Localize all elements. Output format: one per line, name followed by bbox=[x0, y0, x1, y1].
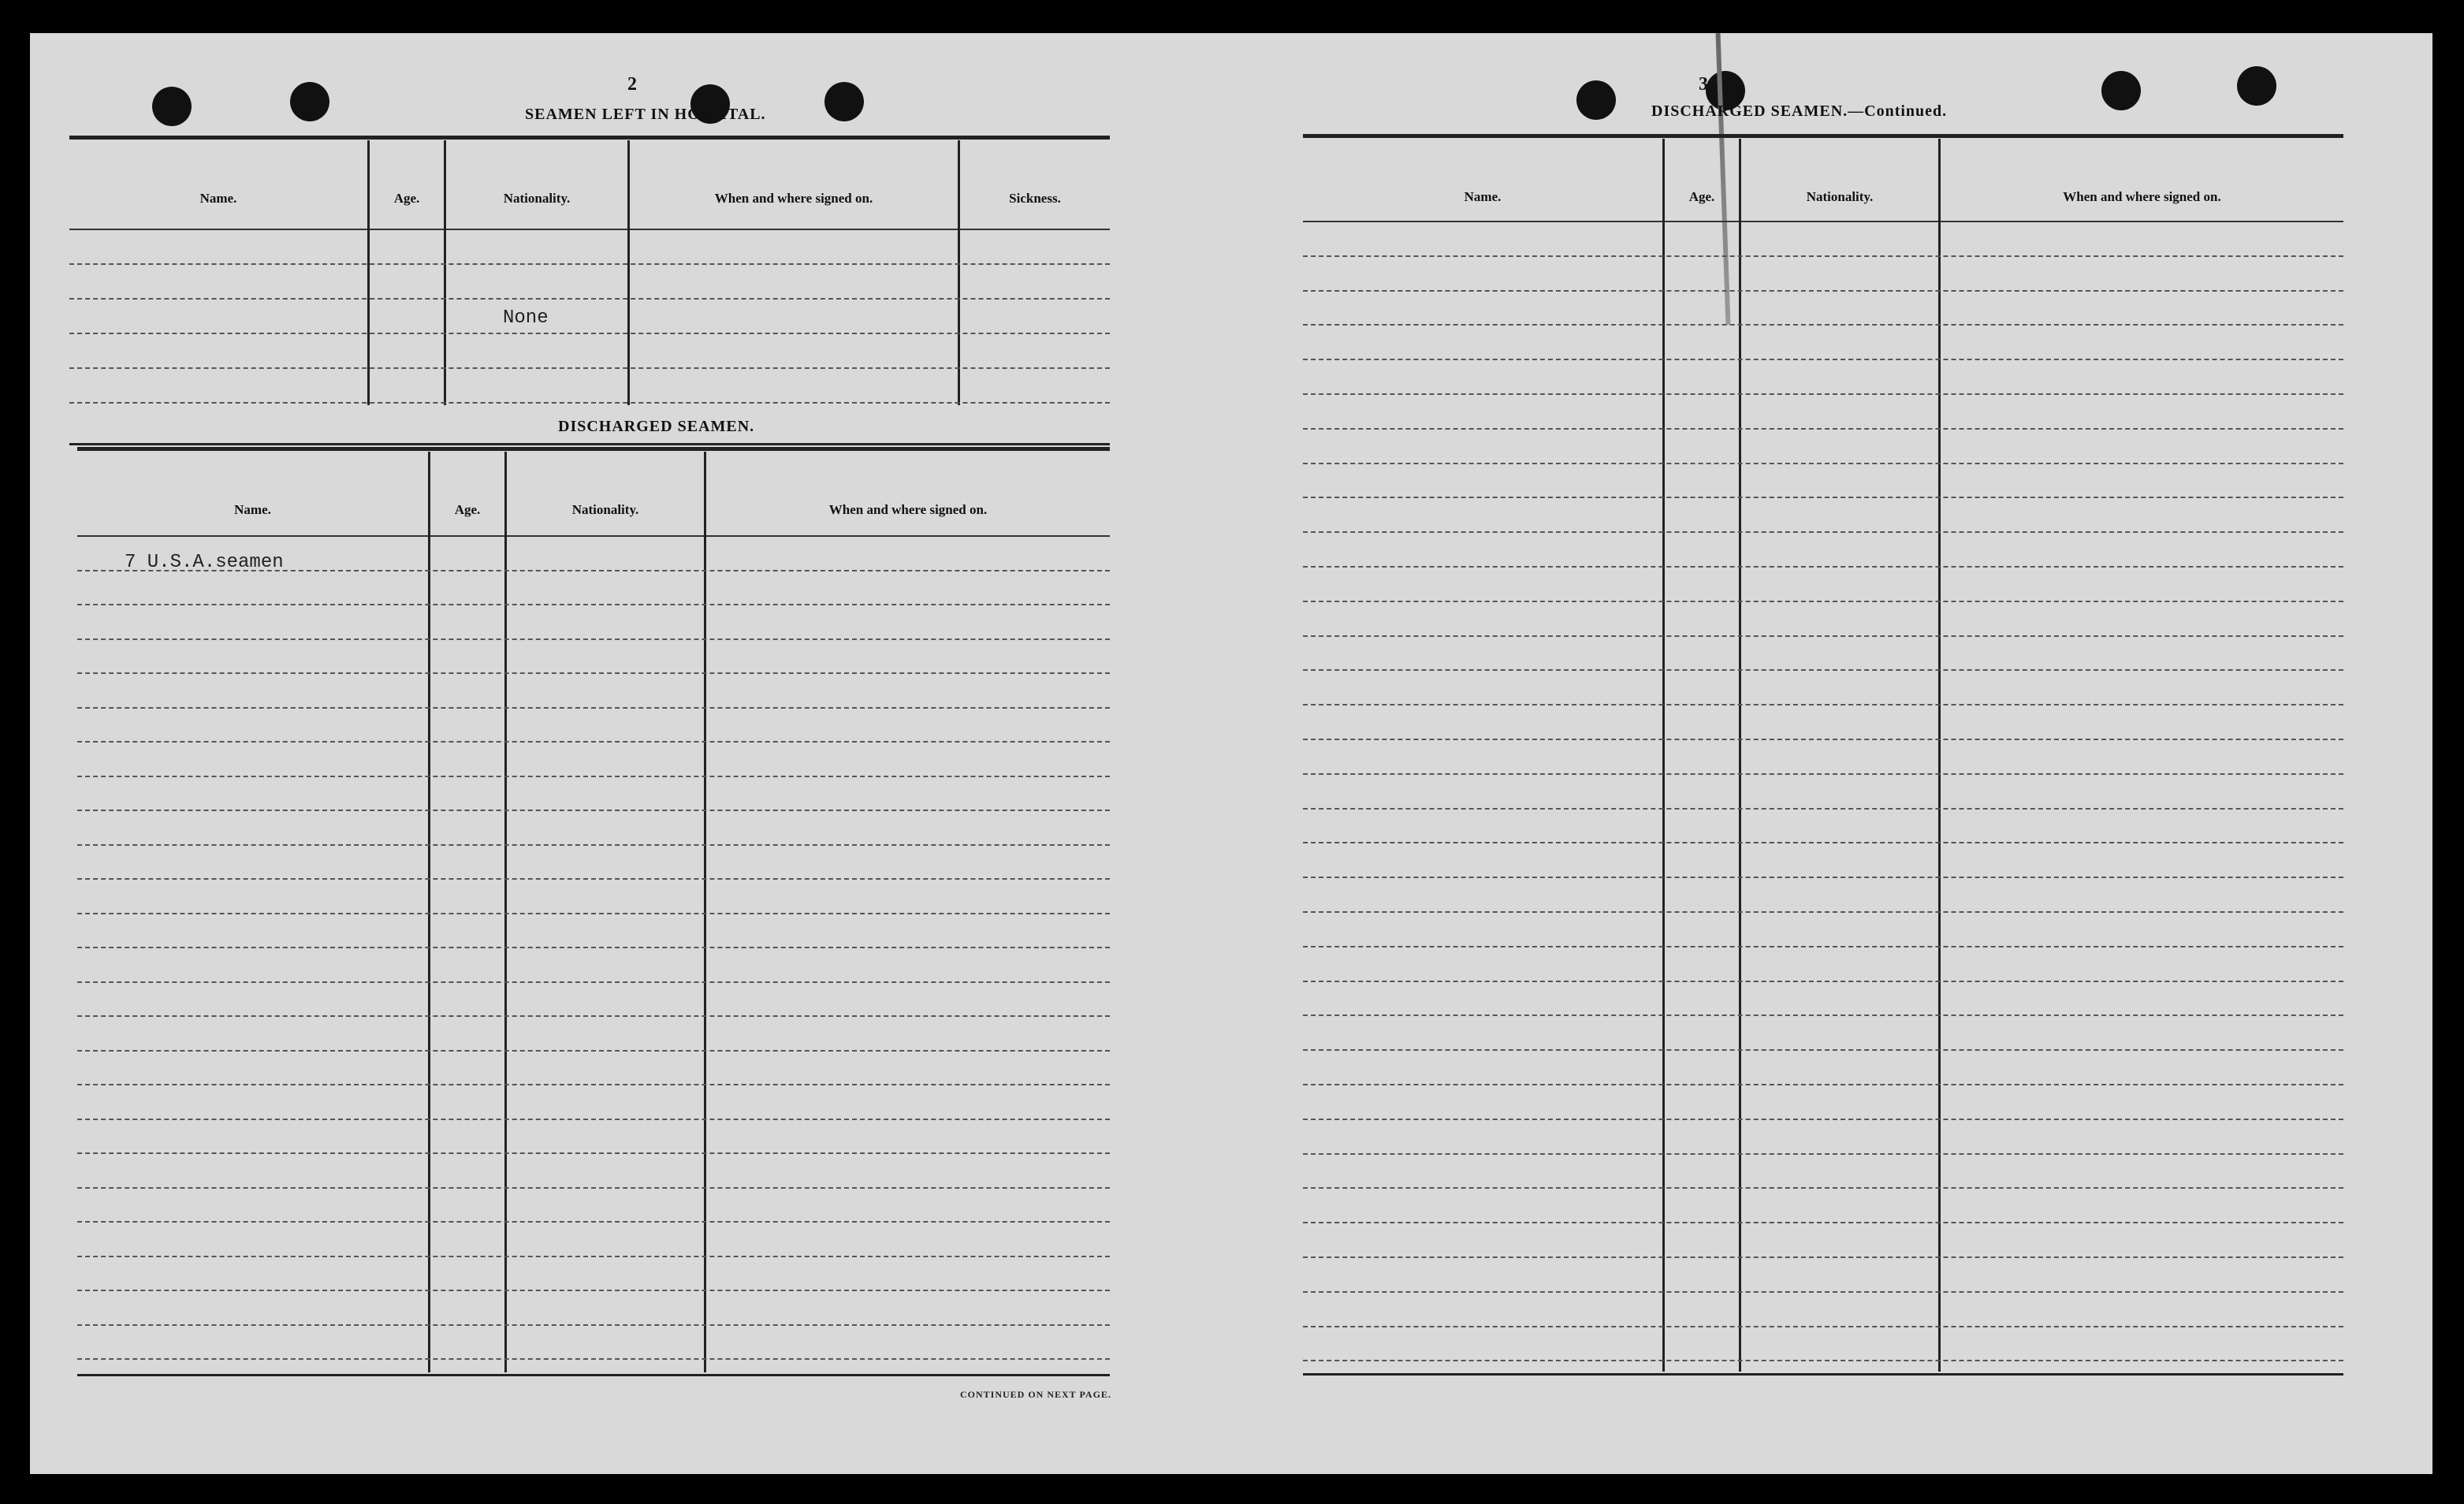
table-row bbox=[1303, 601, 2343, 602]
table-row bbox=[77, 672, 1110, 674]
continued-note: CONTINUED ON NEXT PAGE. bbox=[960, 1389, 1111, 1400]
table-row bbox=[1303, 1360, 2343, 1361]
table-row bbox=[1303, 290, 2343, 292]
table-row bbox=[1303, 359, 2343, 360]
table-row bbox=[77, 1256, 1110, 1257]
col-header-age: Age. bbox=[454, 502, 481, 517]
discharged-section-title: DISCHARGED SEAMEN. bbox=[558, 418, 755, 435]
table-row bbox=[1303, 428, 2343, 430]
table-row bbox=[1303, 1187, 2343, 1189]
table-row bbox=[77, 913, 1110, 914]
table-row bbox=[77, 981, 1110, 983]
table-row bbox=[77, 947, 1110, 948]
table-row bbox=[1303, 808, 2343, 810]
table-row bbox=[1303, 463, 2343, 464]
table-row bbox=[77, 707, 1110, 709]
table-row bbox=[1303, 1049, 2343, 1051]
col-header-nationality: Nationality. bbox=[1806, 189, 1874, 204]
table-row bbox=[1303, 1326, 2343, 1327]
page-number: 2 bbox=[627, 74, 637, 95]
table-row bbox=[77, 1324, 1110, 1326]
col-header-nationality: Nationality. bbox=[503, 191, 571, 206]
col-header-name: Name. bbox=[199, 191, 237, 206]
col-header-sickness: Sickness. bbox=[1009, 191, 1061, 206]
table-row bbox=[1303, 531, 2343, 533]
table-row bbox=[77, 1187, 1110, 1189]
col-header-age: Age. bbox=[393, 191, 420, 206]
table-row bbox=[1303, 773, 2343, 775]
table-row bbox=[69, 263, 1110, 265]
table-row bbox=[1303, 1222, 2343, 1223]
table-row bbox=[1303, 1119, 2343, 1120]
left-page bbox=[109, 33, 1204, 1474]
table-row bbox=[77, 1358, 1110, 1360]
col-header-nationality: Nationality. bbox=[571, 502, 639, 517]
table-row bbox=[1303, 877, 2343, 878]
document-sheet bbox=[30, 33, 2432, 1474]
table-row bbox=[1303, 946, 2343, 947]
table-row bbox=[77, 810, 1110, 811]
hospital-table bbox=[69, 136, 1110, 443]
table-row bbox=[1303, 1014, 2343, 1016]
table-row bbox=[1303, 704, 2343, 705]
table-row bbox=[77, 741, 1110, 743]
table-row bbox=[1303, 635, 2343, 637]
table-row bbox=[77, 1050, 1110, 1052]
table-row bbox=[1303, 911, 2343, 913]
table-row bbox=[77, 1221, 1110, 1223]
table-row bbox=[77, 1015, 1110, 1017]
table-row bbox=[1303, 842, 2343, 843]
table-row bbox=[1303, 739, 2343, 740]
table-row bbox=[1303, 393, 2343, 395]
table-row bbox=[69, 402, 1110, 404]
table-row bbox=[69, 333, 1110, 334]
discharged-entry: 7 U.S.A.seamen bbox=[125, 552, 284, 573]
hospital-entry-none: None bbox=[503, 307, 549, 329]
table-row bbox=[77, 1290, 1110, 1291]
table-row bbox=[69, 298, 1110, 300]
discharged-table-left bbox=[77, 447, 1110, 1377]
table-row bbox=[69, 367, 1110, 369]
discharged-table-right bbox=[1303, 134, 2343, 1373]
col-header-signed-on: When and where signed on. bbox=[2063, 189, 2221, 204]
table-row bbox=[77, 638, 1110, 640]
col-header-age: Age. bbox=[1688, 189, 1715, 204]
table-row bbox=[77, 1119, 1110, 1120]
table-row bbox=[1303, 566, 2343, 568]
col-header-signed-on: When and where signed on. bbox=[828, 502, 988, 517]
table-row bbox=[77, 604, 1110, 605]
table-row bbox=[77, 1084, 1110, 1085]
table-row bbox=[1303, 981, 2343, 982]
col-header-name: Name. bbox=[1464, 189, 1502, 204]
col-header-signed-on: When and where signed on. bbox=[714, 191, 873, 206]
table-row bbox=[1303, 324, 2343, 326]
right-page bbox=[1295, 33, 2399, 1474]
table-row bbox=[77, 844, 1110, 846]
table-row bbox=[1303, 1084, 2343, 1085]
table-row bbox=[1303, 255, 2343, 257]
discharged-continued-title: DISCHARGED SEAMEN.—Continued. bbox=[1651, 102, 1948, 120]
page-number: 3 bbox=[1699, 74, 1708, 95]
table-row bbox=[77, 878, 1110, 880]
hospital-section-title: SEAMEN LEFT IN HOSPITAL. bbox=[525, 106, 766, 123]
table-row bbox=[1303, 1153, 2343, 1155]
table-row bbox=[77, 776, 1110, 777]
col-header-name: Name. bbox=[234, 502, 271, 517]
table-row bbox=[1303, 669, 2343, 671]
table-row bbox=[77, 1152, 1110, 1154]
table-row bbox=[1303, 1256, 2343, 1258]
table-row bbox=[1303, 1291, 2343, 1293]
table-row bbox=[1303, 497, 2343, 498]
